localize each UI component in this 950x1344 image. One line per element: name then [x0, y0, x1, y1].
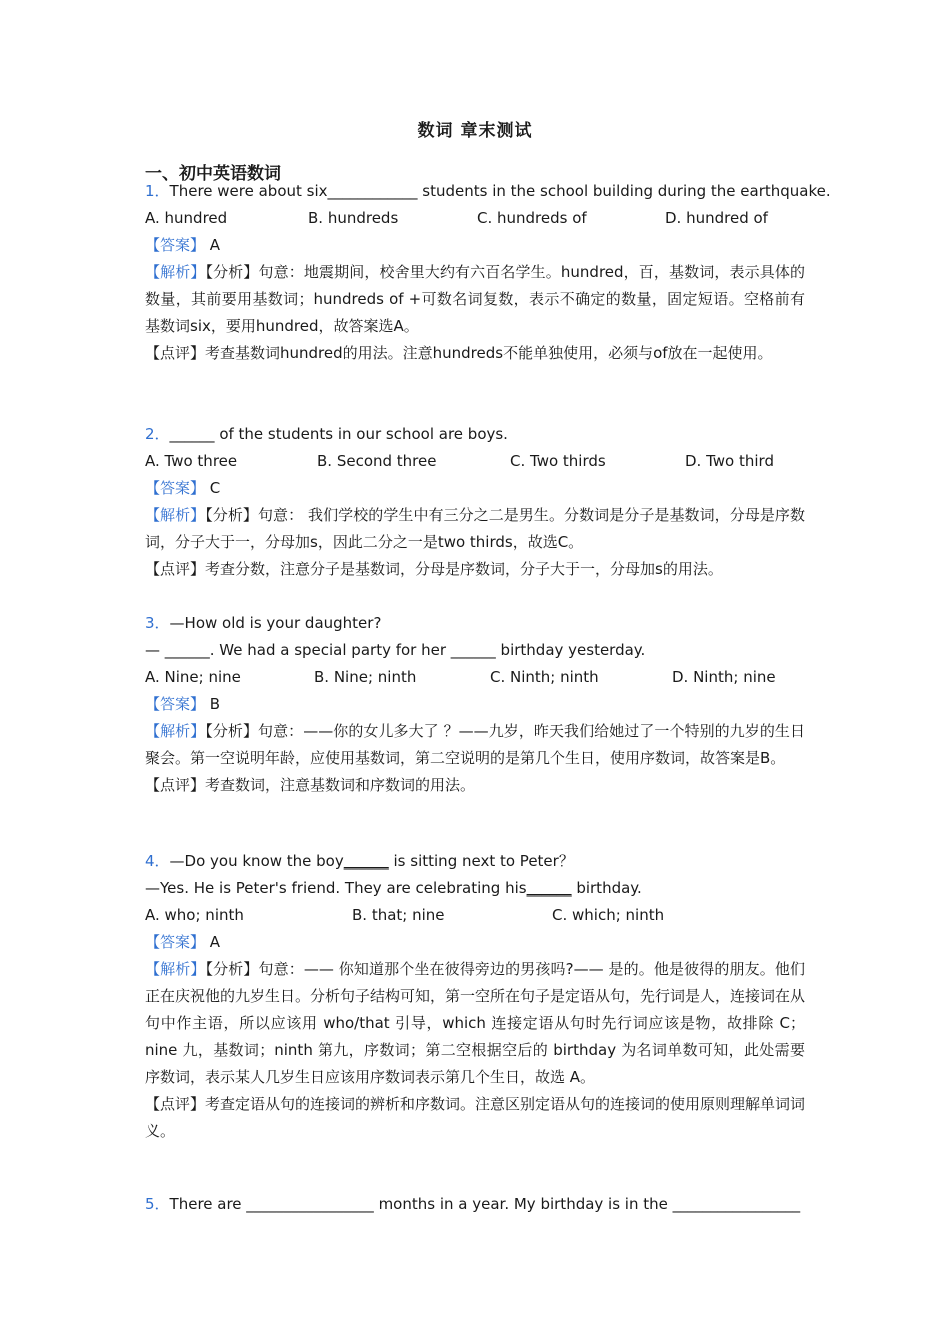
option-b: B. Nine; ninth [314, 668, 417, 686]
question-5 [145, 1191, 805, 1218]
question-stem: 3．—How old is your daughter? [145, 614, 382, 632]
comment: 【点评】考查定语从句的连接词的辨析和序数词。注意区别定语从句的连接词的使用原则理解单词词义。 [145, 1095, 806, 1140]
option-a: A. who; ninth [145, 906, 244, 924]
comment: 【点评】考查分数，注意分子是基数词，分母是序数词，分子大于一，分母加s的用法。 [145, 560, 723, 578]
question-number: 4． [145, 852, 170, 870]
option-d: D. Ninth; nine [672, 668, 776, 686]
option-b: B. hundreds [308, 209, 399, 227]
section-title: 一、初中英语数词 [145, 164, 281, 184]
answer: 【答案】 C [145, 479, 221, 497]
question-number: 5． [145, 1195, 170, 1213]
question-stem-2: — ______. We had a special party for her ______ birthday yesterday. [145, 641, 646, 659]
option-b: B. that; nine [352, 906, 445, 924]
question-stem: 2．______ of the students in our school are boys. [145, 425, 508, 443]
answer: 【答案】 A [145, 933, 221, 951]
option-a: A. Nine; nine [145, 668, 241, 686]
analysis: 【解析】【分析】句意：——你的女儿多大了 ？——九岁，昨天我们给她过了一个特别的九岁的生日聚会。第一空说明年龄，应使用基数词，第二空说明的是第几个生日，使用序数词，故答案是B。 [145, 722, 805, 767]
question-number: 3． [145, 614, 170, 632]
option-c: C. which; ninth [552, 906, 665, 924]
option-a: A. Two three [145, 452, 238, 470]
option-a: A. hundred [145, 209, 228, 227]
options [145, 664, 805, 691]
option-d: D. hundred of [665, 209, 768, 227]
question-3 [145, 610, 805, 799]
question-stem: 5．There are _________________ months in a year. My birthday is in the _________________ [145, 1195, 801, 1213]
options [145, 448, 805, 475]
question-2 [145, 421, 805, 583]
question-stem: 1．There were about six____________ students in the school building during the earthquake. [145, 182, 831, 200]
question-stem: 4．—Do you know the boy______ is sitting next to Peter？ [145, 852, 574, 870]
page-title: 数词 章末测试 [417, 121, 533, 141]
option-b: B. Second three [317, 452, 437, 470]
answer: 【答案】 B [145, 695, 221, 713]
analysis: 【解析】【分析】句意：地震期间，校舍里大约有六百名学生。hundred，百，基数词，表示具体的数量，其前要用基数词；hundreds of +可数名词复数，表示不确定的数量，固定短语。空格前有基数词six，要用hundred，故答案选A。 [145, 263, 805, 335]
question-1 [145, 178, 831, 367]
question-stem-2: —Yes. He is Peter's friend. They are celebrating his______ birthday. [145, 879, 642, 897]
question-number: 2． [145, 425, 170, 443]
question-4 [145, 848, 805, 1145]
answer: 【答案】 A [145, 236, 221, 254]
option-c: C. Ninth; ninth [490, 668, 599, 686]
option-c: C. Two thirds [510, 452, 606, 470]
comment: 【点评】考查基数词hundred的用法。注意hundreds不能单独使用，必须与of放在一起使用。 [145, 344, 773, 362]
analysis: 【解析】【分析】句意： 我们学校的学生中有三分之二是男生。分数词是分子是基数词，分母是序数词，分子大于一，分母加s，因此二分之一是two thirds，故选C。 [145, 506, 805, 551]
option-c: C. hundreds of [477, 209, 587, 227]
options [145, 205, 805, 232]
comment: 【点评】考查数词，注意基数词和序数词的用法。 [145, 776, 476, 794]
question-number: 1． [145, 182, 170, 200]
option-d: D. Two third [685, 452, 774, 470]
options [145, 902, 805, 929]
analysis: 【解析】【分析】句意：—— 你知道那个坐在彼得旁边的男孩吗?—— 是的。他是彼得的朋友。他们正在庆祝他的九岁生日。分析句子结构可知，第一空所在句子是定语从句，先行词是人，连接词在从句中作主语，所以应该用 who/that 引导，which 连接定语从句时先行词应该是物，故排除 C；nine 九，基数词；ninth 第九，序数词；第二空根据空后的 birthday 为名词单数可知，此处需要序数词，表示某人几岁生日应该用序数词表示第几个生日，故选 A。 [145, 960, 806, 1086]
